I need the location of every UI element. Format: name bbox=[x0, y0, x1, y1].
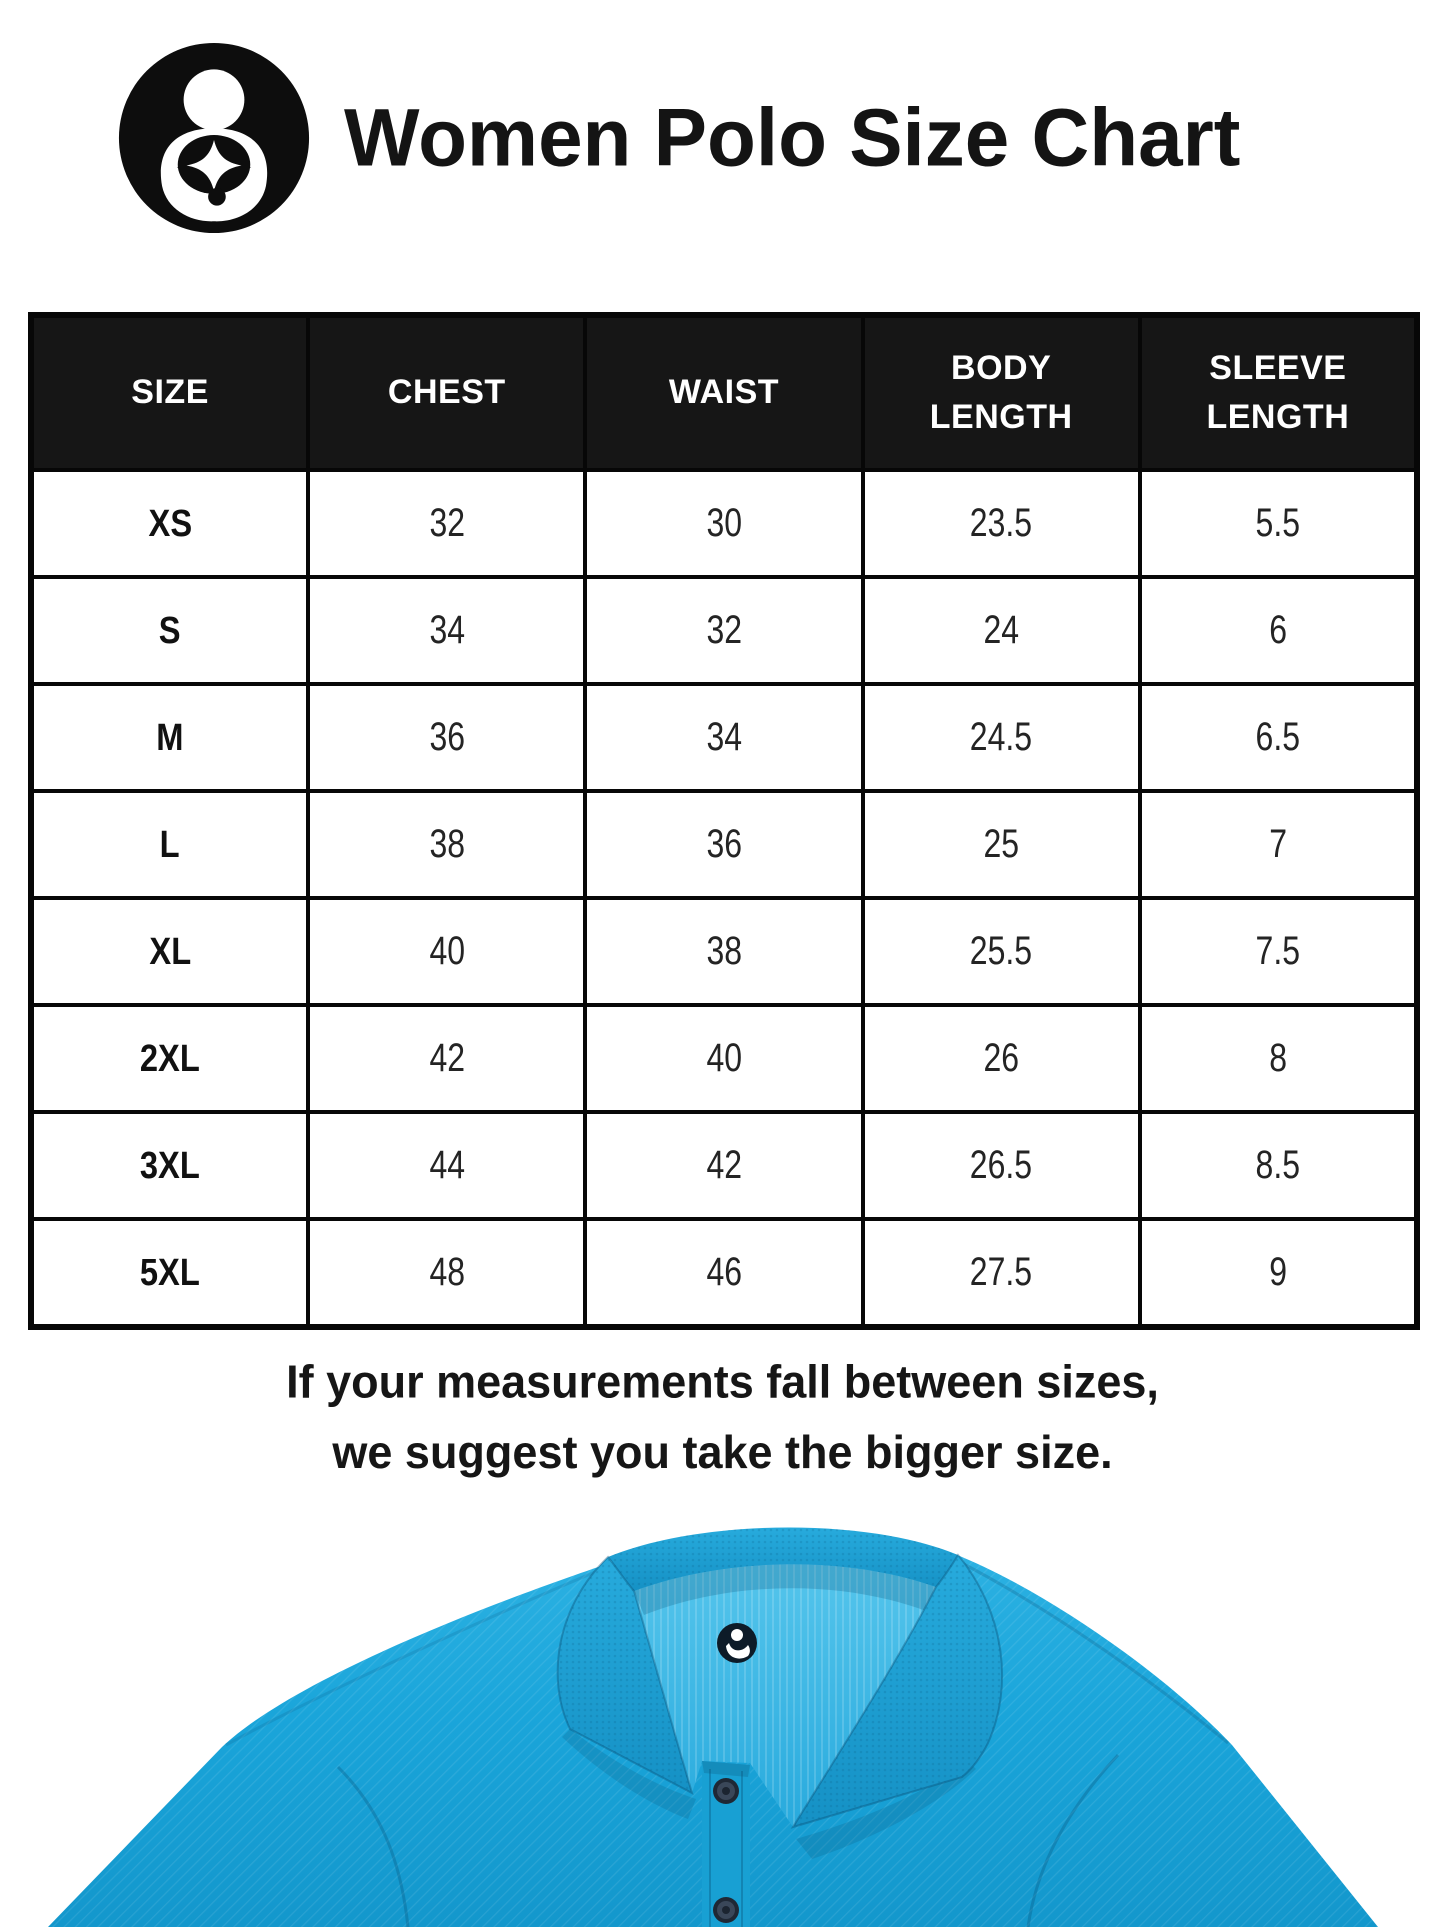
cell-size bbox=[31, 684, 308, 791]
cell-waist bbox=[585, 1005, 862, 1112]
cell-text: 24 bbox=[983, 608, 1019, 652]
cell-text: 6.5 bbox=[1255, 715, 1301, 759]
cell-sleeve-length bbox=[1140, 577, 1417, 684]
cell-text: 38 bbox=[706, 929, 742, 973]
fit-note bbox=[0, 1347, 1445, 1488]
col-header-chest bbox=[308, 315, 585, 470]
cell-size bbox=[31, 1112, 308, 1219]
cell-waist bbox=[585, 898, 862, 1005]
fit-note-line1: If your measurements fall between sizes, bbox=[286, 1355, 1159, 1408]
cell-text: L bbox=[160, 824, 181, 866]
cell-text: 36 bbox=[428, 715, 465, 759]
cell-text: 6 bbox=[1268, 608, 1287, 652]
cell-text: 40 bbox=[428, 929, 465, 973]
cell-sleeve-length bbox=[1140, 791, 1417, 898]
cell-waist bbox=[585, 577, 862, 684]
table-row-5xl bbox=[31, 1219, 1417, 1327]
col-header-waist bbox=[585, 315, 862, 470]
cell-text: 46 bbox=[706, 1250, 742, 1294]
table-row-s bbox=[31, 577, 1417, 684]
fit-note-line2: we suggest you take the bigger size. bbox=[332, 1426, 1113, 1479]
brand-logo-icon bbox=[116, 40, 312, 236]
col-header-text: SLEEVE LENGTH bbox=[1206, 348, 1350, 436]
cell-text: 42 bbox=[428, 1036, 465, 1080]
polo-button-bottom bbox=[713, 1897, 739, 1923]
cell-waist bbox=[585, 791, 862, 898]
cell-chest bbox=[308, 1005, 585, 1112]
table-row-xs bbox=[31, 470, 1417, 577]
table-row-l bbox=[31, 791, 1417, 898]
cell-text: 42 bbox=[706, 1143, 742, 1187]
col-header-text: SIZE bbox=[131, 373, 209, 412]
cell-body-length bbox=[863, 898, 1140, 1005]
cell-text: 48 bbox=[428, 1250, 465, 1294]
neck-label-logo-icon bbox=[717, 1623, 757, 1663]
cell-text: 3XL bbox=[140, 1145, 201, 1187]
cell-text: 5XL bbox=[140, 1252, 201, 1294]
cell-size bbox=[31, 791, 308, 898]
cell-sleeve-length bbox=[1140, 684, 1417, 791]
cell-body-length bbox=[863, 470, 1140, 577]
cell-text: 7.5 bbox=[1255, 929, 1301, 973]
col-header-sleeve-length bbox=[1140, 315, 1417, 470]
col-header-text: BODY LENGTH bbox=[929, 348, 1073, 436]
cell-sleeve-length bbox=[1140, 470, 1417, 577]
cell-text: 9 bbox=[1268, 1250, 1287, 1294]
table-row-xl bbox=[31, 898, 1417, 1005]
cell-chest bbox=[308, 577, 585, 684]
cell-chest bbox=[308, 1219, 585, 1327]
cell-chest bbox=[308, 791, 585, 898]
table-row-2xl bbox=[31, 1005, 1417, 1112]
cell-text: 5.5 bbox=[1255, 501, 1301, 545]
table-header-row bbox=[31, 315, 1417, 470]
cell-sleeve-length bbox=[1140, 1112, 1417, 1219]
table-row-3xl bbox=[31, 1112, 1417, 1219]
col-header-text: WAIST bbox=[668, 373, 780, 412]
cell-text: 32 bbox=[706, 608, 742, 652]
cell-text: 27.5 bbox=[970, 1250, 1033, 1294]
cell-waist bbox=[585, 470, 862, 577]
cell-text: 8 bbox=[1268, 1036, 1287, 1080]
cell-sleeve-length bbox=[1140, 1005, 1417, 1112]
cell-text: 25.5 bbox=[970, 929, 1033, 973]
cell-text: 7 bbox=[1268, 822, 1287, 866]
cell-size bbox=[31, 470, 308, 577]
cell-body-length bbox=[863, 1219, 1140, 1327]
cell-text: 26.5 bbox=[970, 1143, 1033, 1187]
cell-text: 38 bbox=[428, 822, 465, 866]
cell-text: XS bbox=[148, 503, 192, 545]
brand-header bbox=[116, 40, 1240, 236]
cell-text: M bbox=[156, 717, 184, 759]
cell-text: 24.5 bbox=[970, 715, 1033, 759]
cell-chest bbox=[308, 898, 585, 1005]
cell-size bbox=[31, 1005, 308, 1112]
cell-chest bbox=[308, 470, 585, 577]
cell-text: 36 bbox=[706, 822, 742, 866]
cell-body-length bbox=[863, 577, 1140, 684]
cell-body-length bbox=[863, 684, 1140, 791]
cell-size bbox=[31, 898, 308, 1005]
polo-shirt-image bbox=[0, 1515, 1445, 1927]
cell-body-length bbox=[863, 1112, 1140, 1219]
cell-size bbox=[31, 1219, 308, 1327]
cell-sleeve-length bbox=[1140, 1219, 1417, 1327]
col-header-size bbox=[31, 315, 308, 470]
cell-text: 25 bbox=[983, 822, 1019, 866]
cell-body-length bbox=[863, 791, 1140, 898]
cell-chest bbox=[308, 684, 585, 791]
cell-text: 2XL bbox=[140, 1038, 201, 1080]
cell-body-length bbox=[863, 1005, 1140, 1112]
col-header-body-length bbox=[863, 315, 1140, 470]
size-chart-table bbox=[28, 312, 1420, 1330]
cell-text: 8.5 bbox=[1255, 1143, 1301, 1187]
cell-chest bbox=[308, 1112, 585, 1219]
page-title: Women Polo Size Chart bbox=[344, 92, 1241, 183]
cell-text: 26 bbox=[983, 1036, 1019, 1080]
col-header-text: CHEST bbox=[387, 373, 506, 412]
cell-text: XL bbox=[149, 931, 191, 973]
cell-text: 34 bbox=[706, 715, 742, 759]
cell-size bbox=[31, 577, 308, 684]
cell-text: 30 bbox=[706, 501, 742, 545]
cell-waist bbox=[585, 684, 862, 791]
cell-sleeve-length bbox=[1140, 898, 1417, 1005]
cell-text: 23.5 bbox=[970, 501, 1033, 545]
cell-text: S bbox=[159, 610, 181, 652]
cell-waist bbox=[585, 1112, 862, 1219]
cell-text: 40 bbox=[706, 1036, 742, 1080]
cell-text: 34 bbox=[428, 608, 465, 652]
polo-button-top bbox=[713, 1778, 739, 1804]
table-row-m bbox=[31, 684, 1417, 791]
cell-text: 32 bbox=[428, 501, 465, 545]
cell-waist bbox=[585, 1219, 862, 1327]
polo-shirt-graphic bbox=[0, 1515, 1445, 1927]
cell-text: 44 bbox=[428, 1143, 465, 1187]
